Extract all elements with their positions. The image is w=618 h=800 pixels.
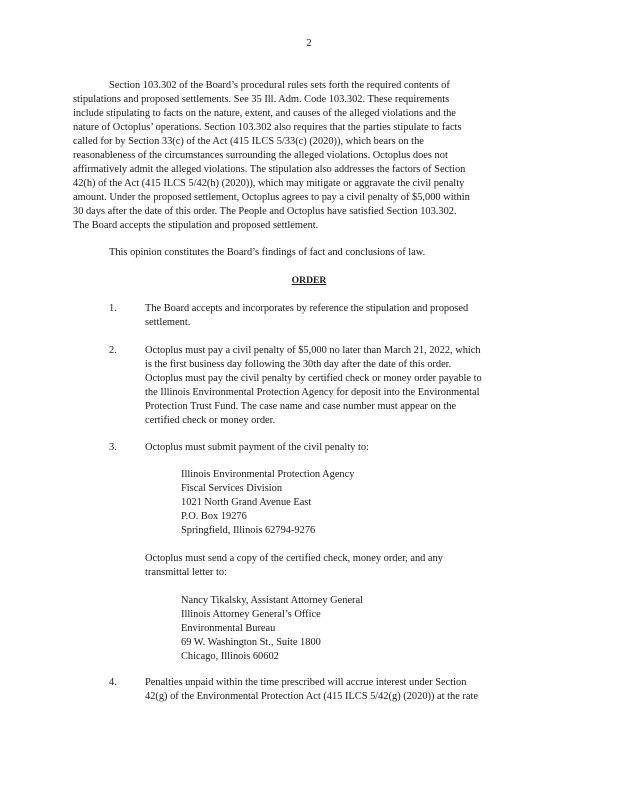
order-item-number: 2. (109, 345, 117, 356)
intro-line: Section 103.302 of the Board’s procedural rules sets forth the required contents of (109, 80, 450, 91)
order-heading: ORDER (291, 275, 327, 286)
order-item-number: 4. (109, 677, 117, 688)
attorney-address: Nancy Tikalsky, Assistant Attorney General Illinois Attorney General’s Office Environmental Bureau 69 W. Washington St., Suite 1800 Chicago, Illinois 60602 (181, 595, 364, 662)
intro-line: nature of Octoplus’ operations. Section 103.302 also requires that the parties stipulate to facts (73, 122, 462, 133)
order-item-1-text: The Board accepts and incorporates by reference the stipulation and proposed settlement. (145, 303, 469, 328)
intro-line: The Board accepts the stipulation and proposed settlement. (73, 220, 319, 231)
intro-line: 30 days after the date of this order. The People and Octoplus have satisfied Section 103.302. (73, 206, 457, 217)
intro-line: stipulations and proposed settlements. See 35 Ill. Adm. Code 103.302. These requirements (73, 94, 450, 105)
payment-address: Illinois Environmental Protection Agency Fiscal Services Division 1021 North Grand Avenue East P.O. Box 19276 Springfield, Illinois 62794-9276 (181, 469, 355, 536)
order-item-3-text: Octoplus must submit payment of the civil penalty to: (145, 442, 369, 453)
intro-line: amount. Under the proposed settlement, Octoplus agrees to pay a civil penalty of $5,000 within (73, 192, 470, 203)
intro-line: called for by Section 33(c) of the Act (415 ILCS 5/33(c) (2020)), which bears on the (73, 136, 424, 147)
intro-line: 42(h) of the Act (415 ILCS 5/42(h) (2020)), which may mitigate or aggravate the civil penalty (73, 178, 465, 189)
intro-line: include stipulating to facts on the nature, extent, and causes of the alleged violations and the (73, 108, 456, 119)
copy-instructions: Octoplus must send a copy of the certified check, money order, and any transmittal letter to: (145, 553, 443, 578)
intro-paragraph (73, 79, 529, 233)
order-item-number: 1. (109, 303, 117, 314)
order-item-2-text: Octoplus must pay a civil penalty of $5,000 no later than March 21, 2022, which is the first business day following the 30th day after the date of this order. Octoplus must pay the civil penalty by certified check or money order payable to the Illinois Environmental Protection Agency for deposit into the Environmental Protection Trust Fund. The case name and case number must appear on the certified check or money order. (145, 345, 482, 426)
opinion-statement: This opinion constitutes the Board’s findings of fact and conclusions of law. (109, 247, 426, 258)
order-item-4-text: Penalties unpaid within the time prescribed will accrue interest under Section 42(g) of the Environmental Protection Act (415 ILCS 5/42(g) (2020)) at the rate (145, 677, 478, 702)
intro-line: affirmatively admit the alleged violations. The stipulation also addresses the factors of Section (73, 164, 466, 175)
page-number: 2 (306, 37, 312, 49)
intro-line: reasonableness of the circumstances surrounding the alleged violations. Octoplus does not (73, 150, 448, 161)
order-item-number: 3. (109, 442, 117, 453)
